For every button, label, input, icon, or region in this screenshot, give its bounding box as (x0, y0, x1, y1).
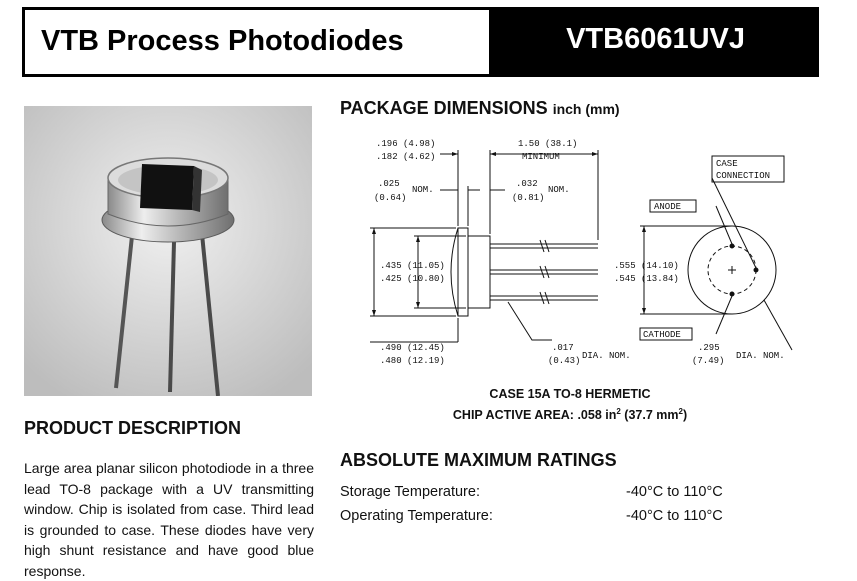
chip-area-close: ) (682, 408, 688, 423)
dim-lead-length: 1.50 (38.1) (518, 139, 578, 149)
anode-label: ANODE (654, 202, 682, 212)
rating-value: -40°C to 110°C (626, 484, 723, 500)
dim-body-dia-in: .435 (11.05) (380, 261, 445, 271)
chip-area-sup-1: 2 (616, 407, 621, 416)
dim-lead-dia-in: .017 (552, 343, 574, 353)
dim-step-in: .032 (516, 179, 538, 189)
case-connection-label-2: CONNECTION (716, 171, 771, 181)
package-dimensions-title: PACKAGE DIMENSIONS (340, 98, 548, 118)
chip-active-area (440, 403, 700, 424)
product-description-heading: PRODUCT DESCRIPTION (24, 418, 242, 438)
case-info (440, 386, 700, 424)
dim-can-height-mm: .182 (4.62) (376, 152, 436, 162)
product-photo (24, 106, 312, 396)
dim-can-height-in: .196 (4.98) (376, 139, 436, 149)
rating-label: Storage Temperature: (340, 484, 480, 500)
model-number: VTB6061UVJ (566, 23, 745, 55)
dim-pin-circle-in: .295 (698, 343, 720, 353)
dim-step-nom: NOM. (548, 185, 570, 195)
dim-front-dia-mm: .545 (13.84) (614, 274, 679, 284)
chip-area-text: CHIP ACTIVE AREA: .058 in (452, 408, 617, 423)
product-description-text: Large area planar silicon photodiode in a three lead TO-8 package with a UV transmitting window. Chip is isolated from case. Third lead is grounded to case. These diodes have very high shunt resistance and have good blue response. (24, 460, 314, 579)
rating-label: Operating Temperature: (340, 508, 493, 524)
dim-lead-length-note: MINIMUM (522, 152, 560, 162)
cathode-label: CATHODE (643, 330, 681, 340)
dim-front-dia-in: .555 (14.10) (614, 261, 679, 271)
photodiode-photo-illustration (24, 106, 312, 396)
chip-area-mm: (37.7 mm (620, 408, 679, 423)
dim-flange-in: .025 (378, 179, 400, 189)
rating-value: -40°C to 110°C (626, 508, 723, 524)
chip-area-sup-2: 2 (678, 407, 683, 416)
dim-lead-dia-nom: DIA. NOM. (582, 351, 631, 361)
dim-flange-dia-mm: .480 (12.19) (380, 356, 445, 366)
absolute-maximum-ratings-heading: ABSOLUTE MAXIMUM RATINGS (340, 450, 617, 470)
package-dimensions-drawing (340, 128, 820, 378)
title-box (25, 10, 489, 74)
dim-pin-circle-mm: (7.49) (692, 356, 725, 366)
dim-flange-mm: (0.64) (374, 193, 407, 203)
case-type: CASE 15A TO-8 HERMETIC (489, 387, 651, 401)
dim-body-dia-mm: .425 (10.80) (380, 274, 445, 284)
package-dimensions-unit: inch (mm) (552, 101, 620, 117)
dim-step-mm: (0.81) (512, 193, 545, 203)
case-connection-label-1: CASE (716, 159, 738, 169)
dim-flange-nom: NOM. (412, 185, 434, 195)
dim-lead-dia-mm: (0.43) (548, 356, 581, 366)
dim-flange-dia-in: .490 (12.45) (380, 343, 445, 353)
dim-pin-circle-nom: DIA. NOM. (736, 351, 785, 361)
page-title: VTB Process Photodiodes (41, 25, 404, 57)
header-bar (22, 7, 819, 77)
package-dimensions-heading (340, 98, 620, 119)
